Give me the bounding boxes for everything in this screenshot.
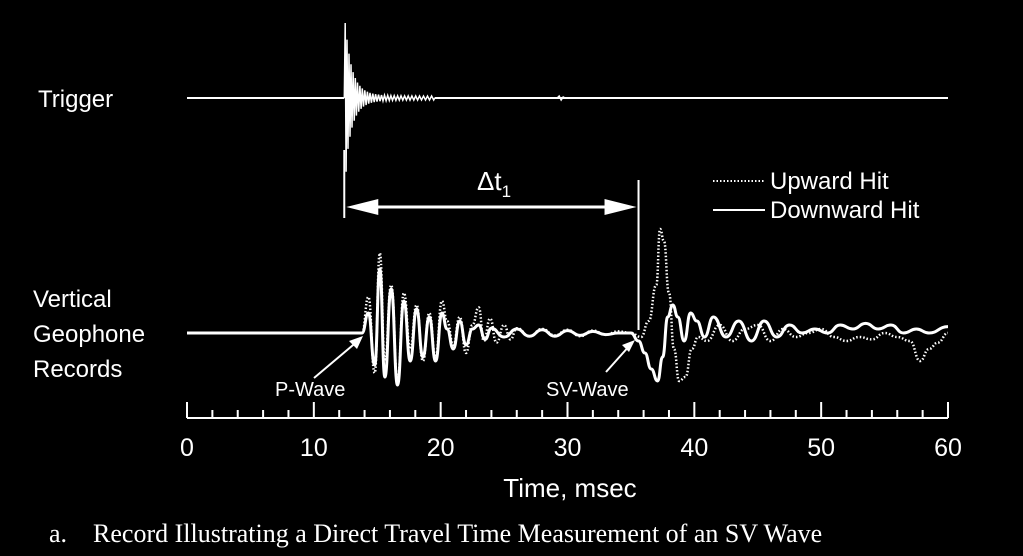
sv-wave-callout bbox=[546, 340, 635, 401]
series-line-upward-hit bbox=[187, 229, 948, 381]
geophone-channel-label-line-1: Vertical bbox=[33, 286, 112, 313]
p-wave-callout bbox=[275, 336, 363, 401]
figure-caption: a. Record Illustrating a Direct Travel Time Measurement of an SV Wave bbox=[49, 519, 823, 548]
delta-t-arrowhead-right bbox=[605, 199, 637, 215]
legend bbox=[713, 168, 920, 224]
x-tick-label: 20 bbox=[426, 434, 455, 462]
x-tick-label: 30 bbox=[553, 434, 582, 462]
x-tick-label: 50 bbox=[807, 434, 836, 462]
sv-wave-arrowhead bbox=[622, 340, 635, 352]
x-tick-label: 10 bbox=[299, 434, 328, 462]
p-wave-label: P-Wave bbox=[275, 379, 346, 401]
time-axis-title: Time, msec bbox=[503, 473, 637, 503]
legend-label-upward-hit: Upward Hit bbox=[770, 168, 889, 195]
legend-label-downward-hit: Downward Hit bbox=[770, 197, 920, 224]
series-group bbox=[187, 229, 948, 385]
sv-wave-label: SV-Wave bbox=[546, 379, 629, 401]
x-tick-label: 60 bbox=[934, 434, 962, 462]
x-tick-label: 40 bbox=[680, 434, 709, 462]
geophone-channel-label-line-3: Records bbox=[33, 356, 123, 383]
geophone-channel-label-line-2: Geophone bbox=[33, 321, 146, 348]
time-axis bbox=[180, 402, 962, 462]
x-tick-label: 0 bbox=[180, 434, 194, 462]
trigger-trace-group bbox=[187, 23, 948, 172]
series-line-downward-hit bbox=[187, 269, 948, 385]
trigger-channel-label: Trigger bbox=[38, 86, 114, 113]
delta-t-label bbox=[477, 166, 511, 201]
trigger-burst bbox=[344, 23, 434, 172]
delta-t-subscript: 1 bbox=[501, 182, 512, 201]
delta-t-symbol: Δt bbox=[477, 166, 502, 196]
delta-t-arrowhead-left bbox=[346, 199, 378, 215]
p-wave-arrow bbox=[314, 340, 359, 378]
